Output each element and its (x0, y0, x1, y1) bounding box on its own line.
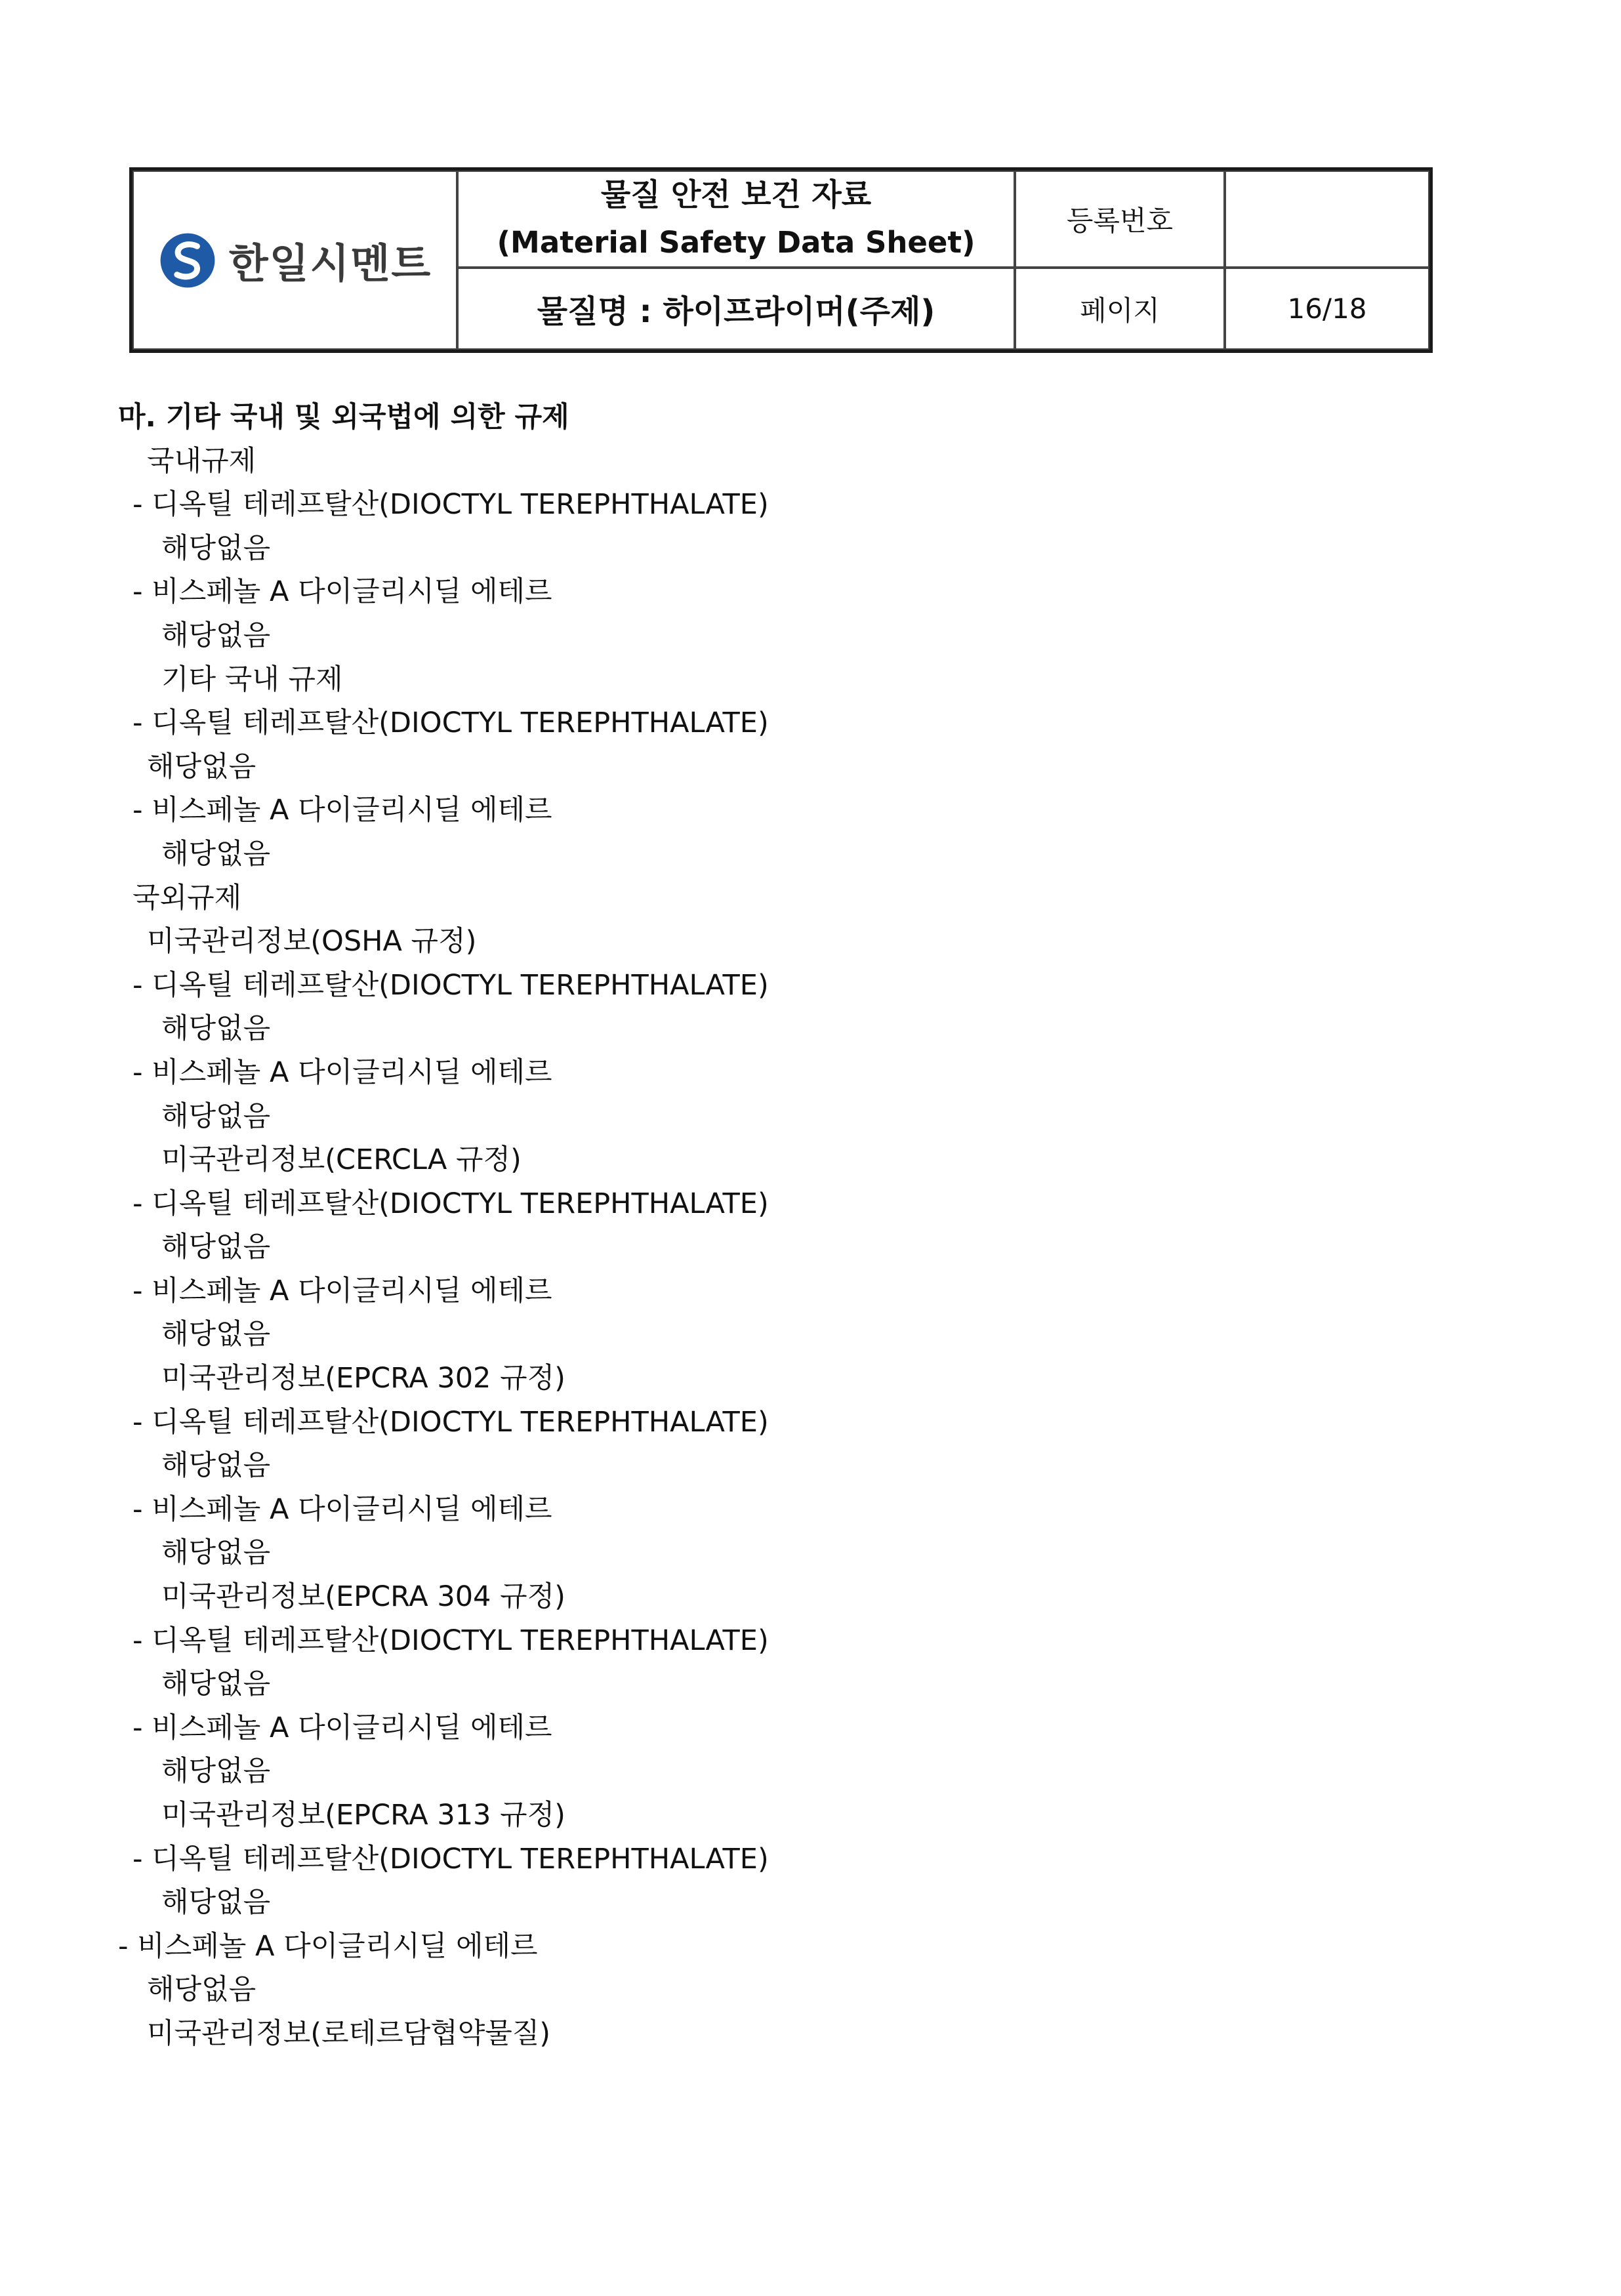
text-line: - 비스페놀 A 다이글리시딜 에테르 (118, 1929, 538, 1963)
text-line: - 디옥틸 테레프탈산(DIOCTYL TEREPHTHALATE) (133, 1842, 769, 1876)
text-line: 해당없음 (161, 837, 271, 871)
text-line: - 디옥틸 테레프탈산(DIOCTYL TEREPHTHALATE) (133, 1624, 769, 1657)
text-line: - 디옥틸 테레프탈산(DIOCTYL TEREPHTHALATE) (133, 1187, 769, 1220)
text-line: - 비스페놀 A 다이글리시딜 에테르 (133, 794, 552, 827)
document-title (457, 171, 1015, 268)
text-line: 미국관리정보(OSHA 규정) (147, 925, 477, 958)
text-line: 미국관리정보(로테르담협약물질) (147, 2017, 551, 2050)
text-line: 미국관리정보(EPCRA 313 규정) (161, 1799, 565, 1832)
text-line: - 디옥틸 테레프탈산(DIOCTYL TEREPHTHALATE) (133, 968, 769, 1002)
text-line: 해당없음 (161, 1668, 271, 1701)
regulation-section (118, 396, 1496, 2056)
text-line: - 비스페놀 A 다이글리시딜 에테르 (133, 575, 552, 609)
registration-number-value (1225, 171, 1429, 268)
registration-number-label: 등록번호 (1015, 171, 1225, 268)
text-line: 해당없음 (161, 1536, 271, 1570)
text-line: 국내규제 (147, 444, 256, 478)
title-english: (Material Safety Data Sheet) (497, 225, 975, 260)
text-line: 해당없음 (147, 750, 256, 783)
text-line: 해당없음 (147, 1973, 256, 2007)
text-line: 해당없음 (161, 619, 271, 652)
company-logo (133, 171, 457, 350)
text-line: - 디옥틸 테레프탈산(DIOCTYL TEREPHTHALATE) (133, 488, 769, 522)
company-name: 한일시멘트 (228, 239, 432, 287)
text-line: - 디옥틸 테레프탈산(DIOCTYL TEREPHTHALATE) (133, 707, 769, 740)
text-line: - 비스페놀 A 다이글리시딜 에테르 (133, 1492, 552, 1526)
text-line: 해당없음 (161, 1099, 271, 1133)
text-line: - 비스페놀 A 다이글리시딜 에테르 (133, 1711, 552, 1744)
material-name: 물질명 : 하이프라이머(주제) (457, 268, 1015, 350)
text-line: - 비스페놀 A 다이글리시딜 에테르 (133, 1056, 552, 1089)
text-line: 해당없음 (161, 1231, 271, 1264)
text-line: 해당없음 (161, 531, 271, 565)
text-line: 해당없음 (161, 1755, 271, 1788)
text-line: 미국관리정보(EPCRA 302 규정) (161, 1362, 565, 1395)
text-line: 국외규제 (133, 881, 242, 914)
page-label: 페이지 (1015, 268, 1225, 350)
text-line: 해당없음 (161, 1318, 271, 1351)
text-line: 해당없음 (161, 1886, 271, 1919)
text-line: 해당없음 (161, 1012, 271, 1046)
text-line: 미국관리정보(CERCLA 규정) (161, 1143, 522, 1177)
text-line: - 디옥틸 테레프탈산(DIOCTYL TEREPHTHALATE) (133, 1405, 769, 1439)
text-line: - 비스페놀 A 다이글리시딜 에테르 (133, 1274, 552, 1307)
text-line: 기타 국내 규제 (161, 663, 343, 696)
document-header (129, 167, 1433, 353)
section-heading: 마. 기타 국내 및 외국법에 의한 규제 (118, 401, 569, 434)
page-number: 16/18 (1225, 268, 1429, 350)
title-korean: 물질 안전 보건 자료 (600, 177, 872, 213)
company-logo-icon (158, 231, 217, 290)
text-line: 미국관리정보(EPCRA 304 규정) (161, 1580, 565, 1614)
text-line: 해당없음 (161, 1449, 271, 1483)
